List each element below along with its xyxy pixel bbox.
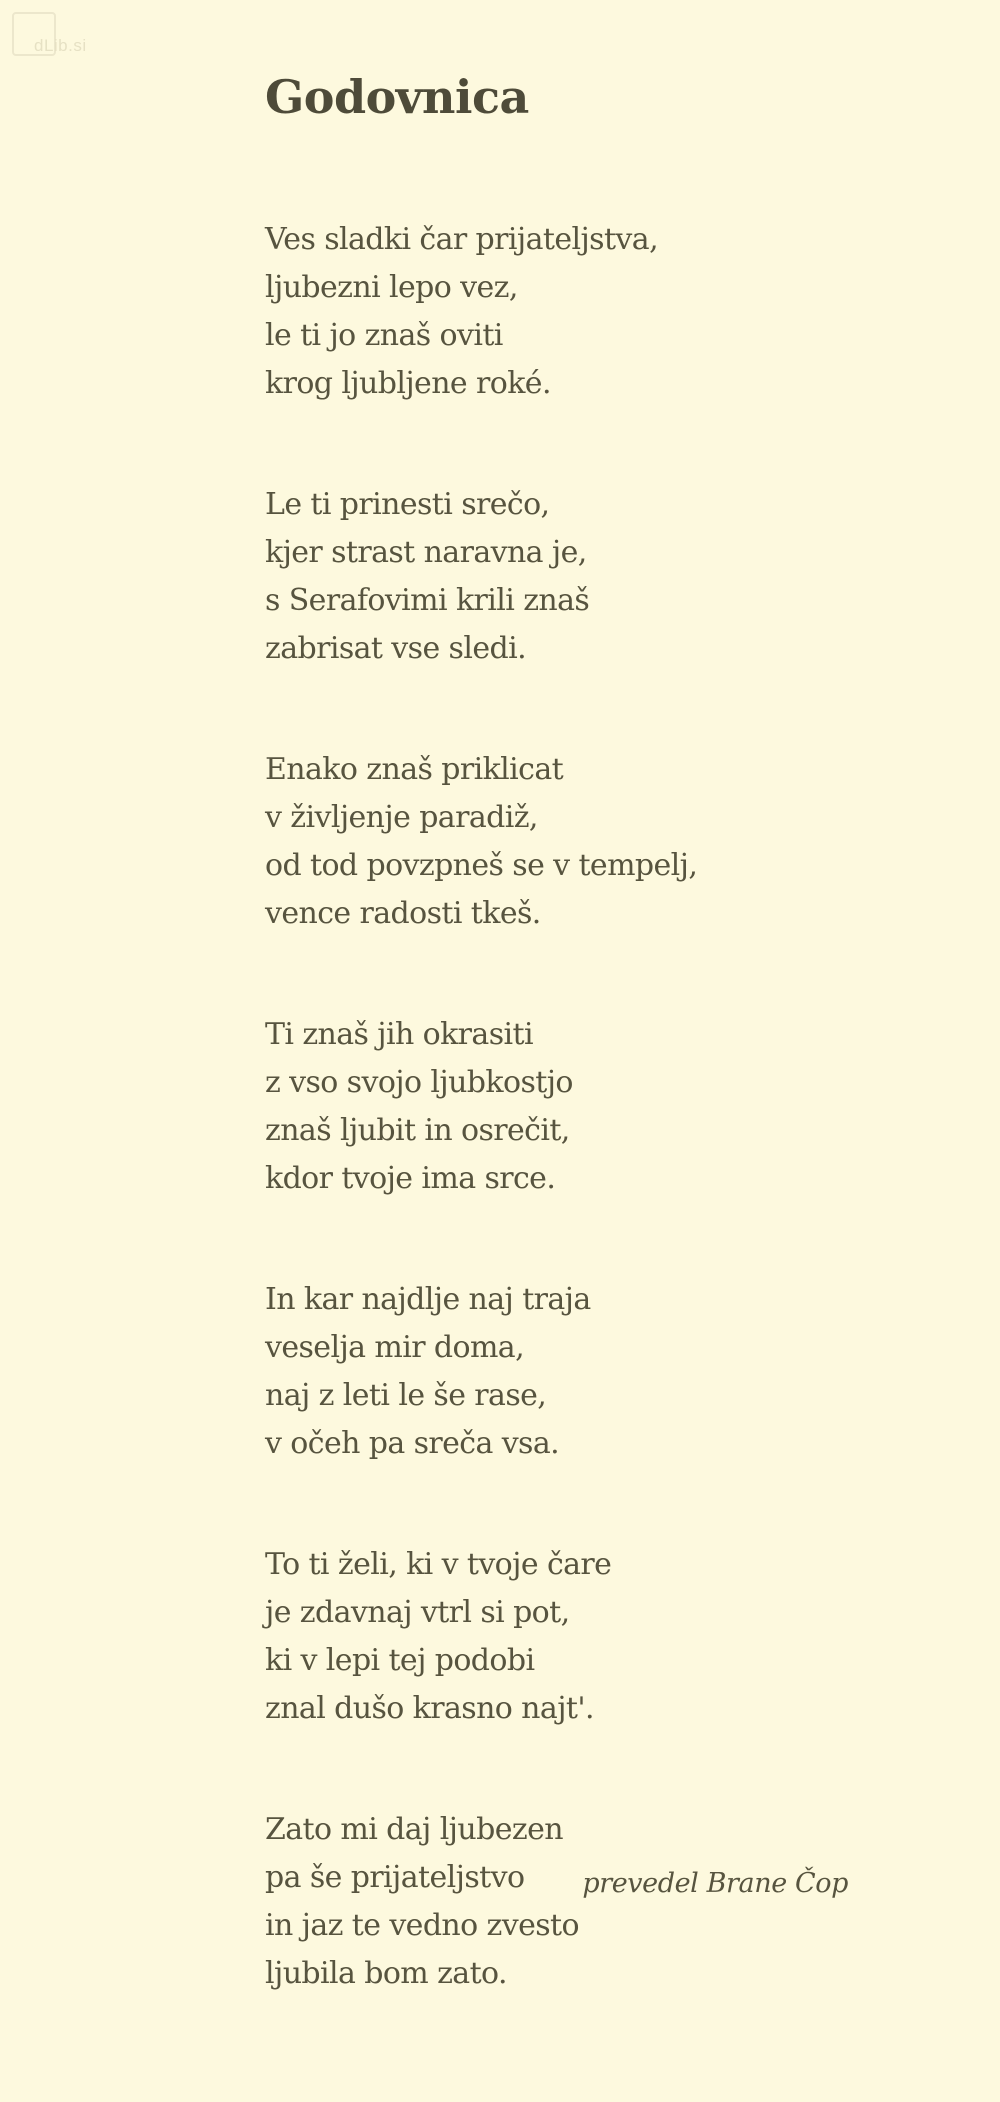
stanza-5 [265,1276,865,1468]
stanza-1 [265,216,865,408]
stanza-4 [265,1011,865,1203]
poem-line: veselja mir doma, [265,1330,525,1365]
poem-body [265,216,865,1998]
poem-line: v življenje paradiž, [265,800,538,835]
stanza-7 [265,1806,865,1998]
translator-credit: prevedel Brane Čop [582,1868,848,1899]
poem-line: kdor tvoje ima srce. [265,1161,556,1196]
poem-line: znaš ljubit in osrečit, [265,1113,570,1148]
poem-title: Godovnica [265,70,529,124]
library-logo [12,12,112,58]
poem-line: In kar najdlje naj traja [265,1282,591,1317]
poem-line: je zdavnaj vtrl si pot, [265,1595,570,1630]
poem-line: Le ti prinesti srečo, [265,487,550,522]
poem-line: vence radosti tkeš. [265,896,541,931]
poem-line: ki v lepi tej podobi [265,1643,535,1678]
poem-line: s Serafovimi krili znaš [265,583,590,618]
poem-line: z vso svojo ljubkostjo [265,1065,573,1100]
poem-line: Ves sladki čar prijateljstva, [265,222,659,257]
poem-line: naj z leti le še rase, [265,1378,547,1413]
poem-line: znal dušo krasno najt'. [265,1691,594,1726]
stanza-2 [265,481,865,673]
poem-line: zabrisat vse sledi. [265,631,527,666]
poem-line: v očeh pa sreča vsa. [265,1426,560,1461]
poem-line: pa še prijateljstvo [265,1860,525,1895]
poem-line: le ti jo znaš oviti [265,318,503,353]
poem-line: kjer strast naravna je, [265,535,587,570]
stanza-3 [265,746,865,938]
poem-line: in jaz te vedno zvesto [265,1908,579,1943]
poem-line: Enako znaš priklicat [265,752,564,787]
poem-line: To ti želi, ki v tvoje čare [265,1547,612,1582]
poem-page [265,70,865,2071]
poem-line: ljubila bom zato. [265,1956,507,1991]
logo-text: dLib.si [34,36,87,55]
stanza-6 [265,1541,865,1733]
poem-line: ljubezni lepo vez, [265,270,518,305]
poem-line: Zato mi daj ljubezen [265,1812,563,1847]
poem-line: krog ljubljene roké. [265,366,551,401]
poem-line: Ti znaš jih okrasiti [265,1017,533,1052]
poem-line: od tod povzpneš se v tempelj, [265,848,698,883]
